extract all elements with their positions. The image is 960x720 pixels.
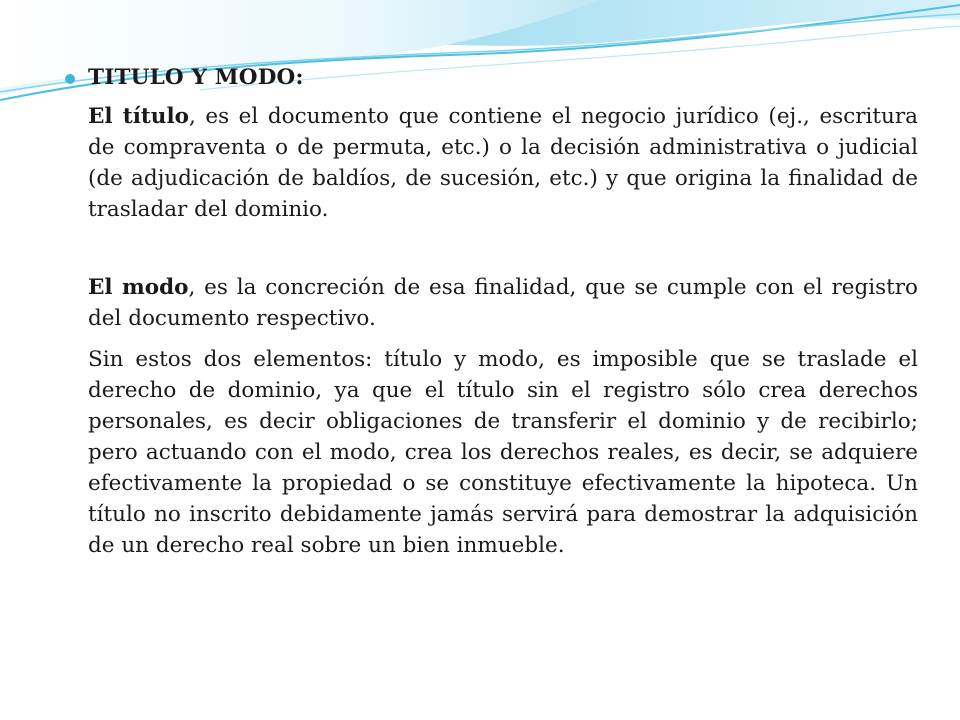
slide-content — [88, 62, 918, 561]
paragraph-conclusion — [88, 344, 918, 561]
paragraph-titulo — [88, 101, 918, 225]
paragraph-modo-text: , es la concreción de esa finalidad, que se cumple con el registro del documento respectivo. — [88, 275, 918, 331]
heading-row — [88, 62, 918, 93]
slide-heading: TITULO Y MODO: — [88, 65, 304, 90]
paragraph-titulo-text: , es el documento que contiene el negocio jurídico (ej., escritura de compraventa o de permuta, etc.) o la decisión administrativa o judicial (de adjudicación de baldíos, de sucesión, etc.) y que origina la finalidad de trasladar del dominio. — [88, 104, 918, 222]
paragraph-modo — [88, 272, 918, 334]
paragraph-conclusion-text: Sin estos dos elementos: título y modo, es imposible que se traslade el derecho de dominio, ya que el título sin el registro sólo crea derechos personales, es decir obligaciones de transferir el dominio y de recibirlo; pero actuando con el modo, crea los derechos reales, es decir, se adquiere efectivamente la propiedad o se constituye efectivamente la hipoteca. Un título no inscrito debidamente jamás servirá para demostrar la adquisición de un derecho real sobre un bien inmueble. — [88, 347, 918, 558]
term-titulo: El título — [88, 104, 189, 129]
bullet-dot-icon — [65, 74, 75, 84]
term-modo: El modo — [88, 275, 189, 300]
